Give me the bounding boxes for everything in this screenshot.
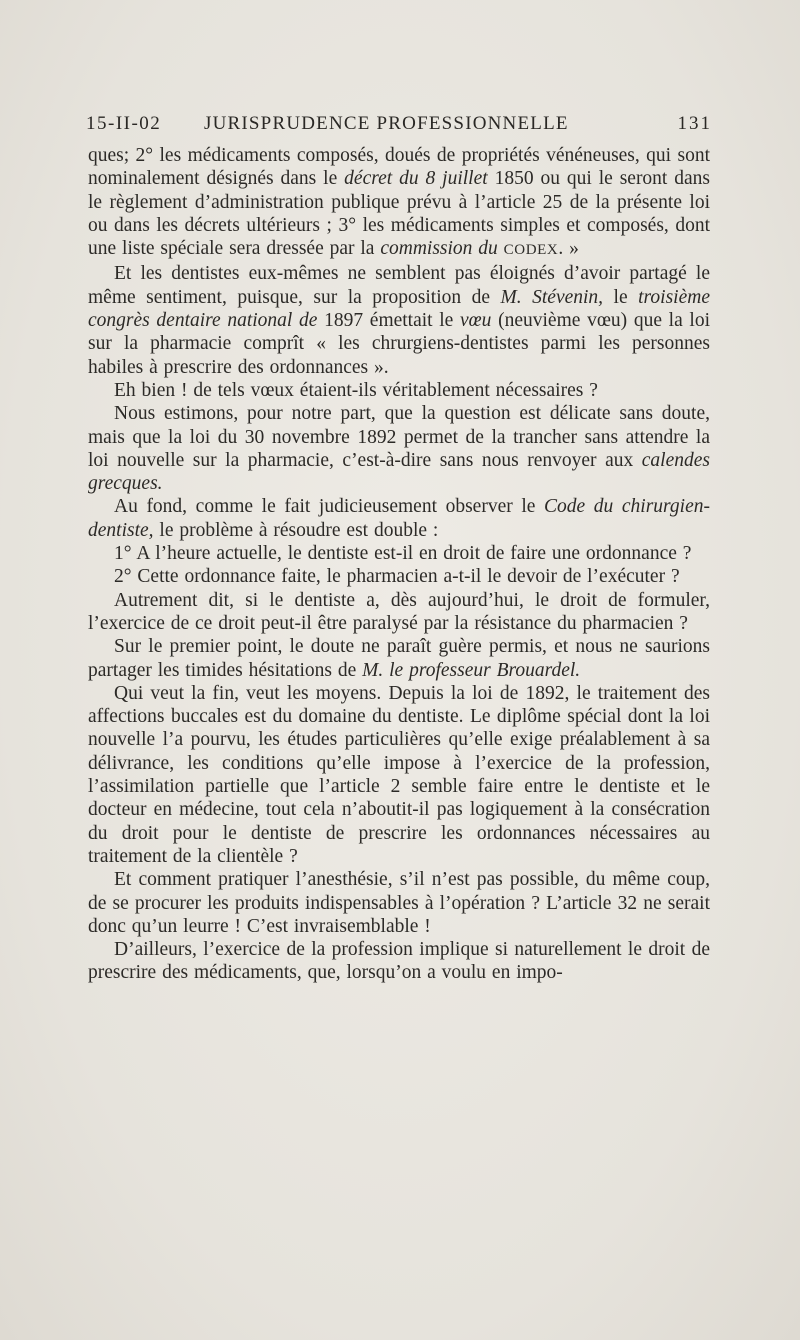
text-run: Sur le premier point, le doute ne paraît guère permis, et nous ne saurions partager les timides hésitations de bbox=[88, 636, 710, 681]
small-caps-text: CODEX bbox=[503, 242, 559, 259]
italic-text: troisième congrès dentaire national de bbox=[88, 286, 710, 332]
italic-text: Code du chirurgien-dentiste, bbox=[88, 496, 710, 541]
paragraph bbox=[88, 565, 710, 588]
paragraph bbox=[88, 682, 710, 868]
text-run: Au fond, comme le fait judicieusement observer le bbox=[114, 496, 545, 518]
text-run: Et comment pratiquer l’anesthésie, s’il n’est pas possible, du même coup, de se procurer les produits indispensables à l’opération ? L’article 32 ne serait donc qu’un leurre ! C’est invraisemblable ! bbox=[88, 869, 710, 937]
paragraph bbox=[88, 635, 710, 682]
text-run: . » bbox=[558, 238, 579, 260]
text-run: D’ailleurs, l’exercice de la profession implique si naturellement le droit de prescrire des médicaments, que, lorsqu’on a voulu en impo- bbox=[88, 939, 710, 984]
paragraph bbox=[88, 542, 710, 565]
paragraph bbox=[88, 495, 710, 542]
text-run: le problème à résoudre est double : bbox=[153, 519, 439, 541]
italic-text: vœu bbox=[460, 310, 492, 332]
text-run: Nous estimons, pour notre part, que la question est délicate sans doute, mais que la loi du 30 novembre 1892 permet de la trancher sans attendre la loi nouvelle sur la pharmacie, c’est-à-dire sans nous renvoyer aux bbox=[88, 403, 710, 471]
text-run: 1897 émettait le bbox=[317, 310, 461, 332]
paragraph bbox=[88, 589, 710, 636]
page-number: 131 bbox=[677, 113, 712, 134]
text-run: 1° A l’heure actuelle, le dentiste est-il en droit de faire une ordonnance ? bbox=[114, 543, 692, 565]
text-run: ques; 2° les médicaments composés, doués de propriétés vénéneuses, qui sont nominalement désignés dans le bbox=[88, 145, 710, 190]
text-run: 2° Cette ordonnance faite, le pharmacien a-t-il le devoir de l’exécuter ? bbox=[114, 566, 680, 588]
paragraph bbox=[88, 262, 710, 378]
italic-text: commission du bbox=[380, 238, 498, 260]
text-run: Eh bien ! de tels vœux étaient-ils véritablement nécessaires ? bbox=[114, 379, 598, 401]
paragraph bbox=[88, 379, 710, 402]
italic-text: calendes grecques. bbox=[88, 449, 710, 495]
text-run: (neuvième vœu) que la loi sur la pharmacie comprît « les chrurgiens-dentistes parmi les personnes habiles à prescrire des ordonnances ». bbox=[88, 310, 710, 378]
italic-text: M. Stévenin, bbox=[500, 286, 604, 308]
text-run: Autrement dit, si le dentiste a, dès aujourd’hui, le droit de formuler, l’exercice de ce droit peut-il être paralysé par la résistance du pharmacien ? bbox=[88, 589, 710, 634]
running-head bbox=[86, 113, 712, 141]
paragraph bbox=[88, 868, 710, 938]
italic-text: décret du 8 juillet bbox=[344, 168, 488, 190]
text-run: Et les dentistes eux-mêmes ne semblent pas éloignés d’avoir partagé le même sentiment, puisque, sur la proposition de bbox=[88, 263, 710, 308]
paragraph bbox=[88, 144, 710, 262]
issue-date: 15-II-02 bbox=[86, 113, 162, 134]
text-run: 1850 ou qui le seront dans le règlement d’administration publique prévu à l’article 25 de la présente loi ou dans les décrets ultérieurs ; 3° les médicaments simples et composés, dont une liste spéciale sera dressée par la bbox=[88, 168, 711, 260]
body-text bbox=[88, 144, 710, 985]
italic-text: M. le professeur Brouardel. bbox=[362, 659, 581, 681]
section-title: JURISPRUDENCE PROFESSIONNELLE bbox=[204, 113, 569, 134]
text-run: le bbox=[603, 286, 639, 308]
paragraph bbox=[88, 938, 710, 985]
paragraph bbox=[88, 402, 710, 495]
text-run: Qui veut la fin, veut les moyens. Depuis la loi de 1892, le traitement des affections buccales est du domaine du dentiste. Le diplôme spécial dont la loi nouvelle l’a pourvu, les études particulières qu’elle exige préalablement à sa délivrance, les conditions qu’elle impose à l’exercice de la profession, l’assimilation partielle que l’article 2 semble faire entre le dentiste et le docteur en médecine, tout cela n’aboutit-il pas logiquement à la consécration du droit pour le dentiste de prescrire les ordonnances nécessaires au traitement de la clientèle ? bbox=[88, 682, 710, 867]
